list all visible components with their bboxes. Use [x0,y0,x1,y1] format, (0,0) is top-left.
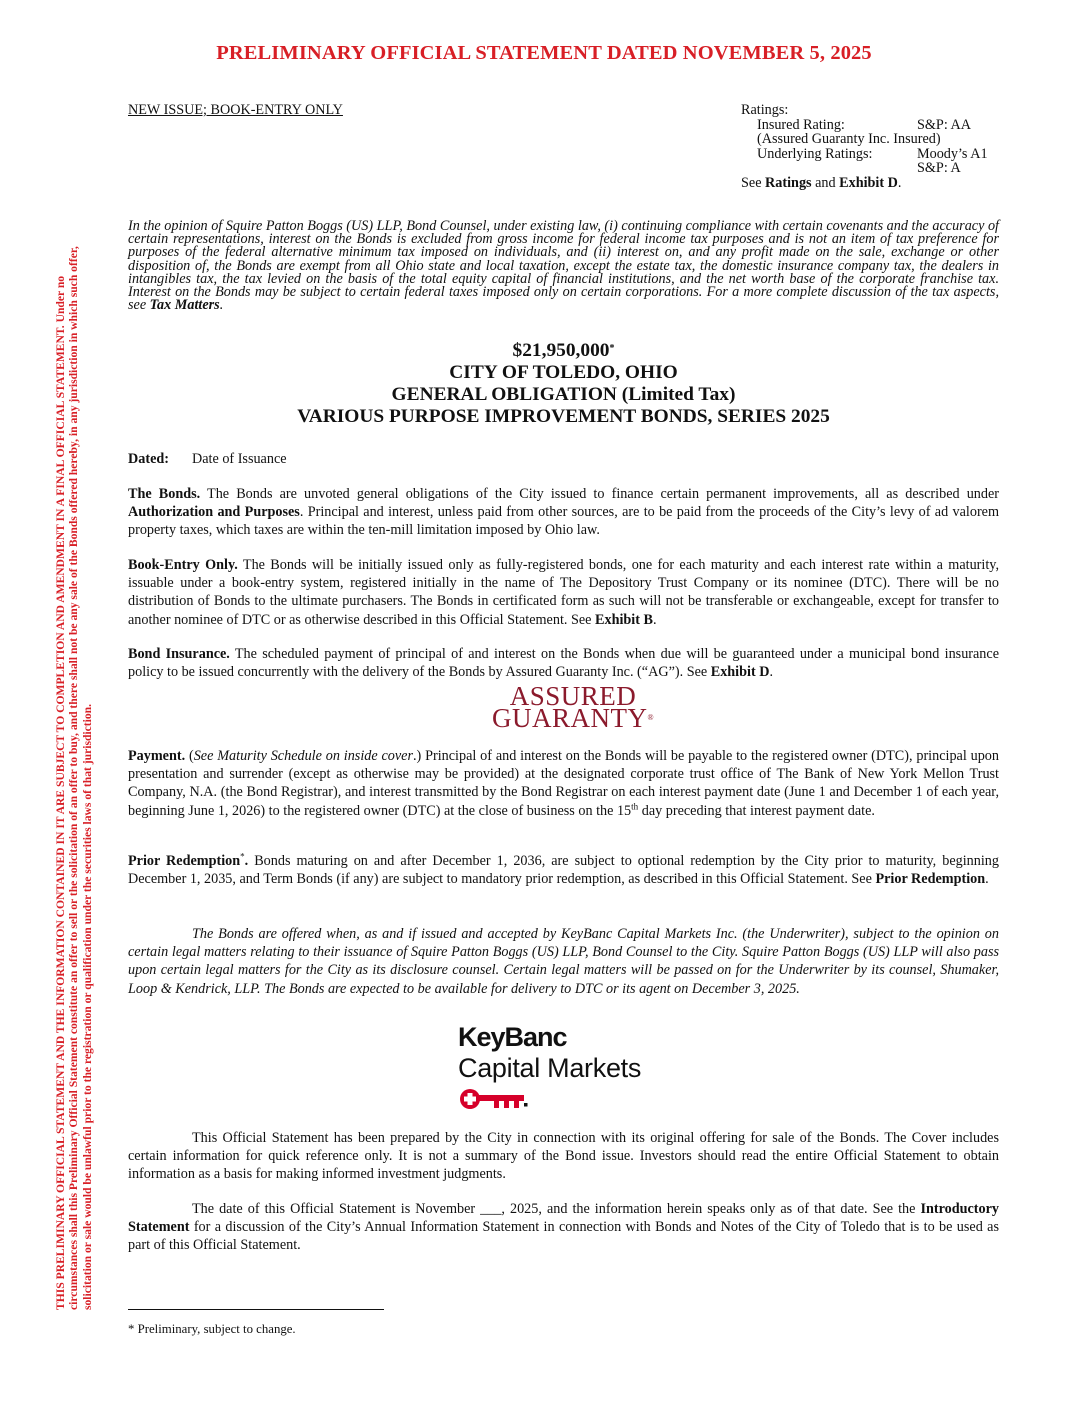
assured-logo-line-2: GUARANTY [491,703,648,733]
ratings-ref: Ratings [765,174,812,191]
ratings-heading: Ratings: [741,102,789,118]
payment-ordinal: th [631,800,639,811]
the-bonds-heading: The Bonds. [128,486,201,502]
footnote-divider [128,1309,384,1310]
ratings-see-end: . [897,174,902,191]
statement-date-text-1: The date of this Official Statement is November ___, 2025, and the information herein speaks only as of that date. See the [192,1201,921,1217]
official-statement-paragraph: This Official Statement has been prepared by the City in connection with its original offering for sale of the Bonds. The Cover includes certain information for quick reference only. It is not a summary of the Bond issue. Investors should read the entire Official Statement to obtain information as a basis for making informed investment judgments. [128,1130,999,1183]
tax-matters-ref: Tax Matters [149,297,220,314]
book-entry-end: . [652,611,657,628]
bond-title [128,340,999,428]
offering-paragraph: The Bonds are offered when, as and if issued and accepted by KeyBanc Capital Markets Inc. (the Underwriter), subject to the opinion on certain legal matters relating to their issuance of Squire Patton Boggs (US) LLP, Bond Counsel to the City. Squire Patton Boggs (US) LLP will also pass upon certain legal matters for the City as its disclosure counsel. Certain legal matters will be passed on for the Underwriter by its counsel, Shumaker, Loop & Kendrick, LLP. The Bonds are expected to be available for delivery to DTC or its agent on December 3, 2025. [128,926,999,997]
footnote: * Preliminary, subject to change. [128,1322,296,1336]
side-legal-notice [54,95,94,1310]
keybanc-logo-line-1: KeyBanc [458,1022,567,1052]
bond-insurance-paragraph [128,645,999,681]
the-bonds-paragraph [128,485,999,540]
insured-rating-value: S&P: AA [917,116,972,133]
side-notice-line-1: THIS PRELIMINARY OFFICIAL STATEMENT AND THE INFORMATION CONTAINED IN IT ARE SUBJECT TO COMPLETION AND AMENDMENT IN A FINAL OFFICIAL STATEMENT. Under no [54,275,67,1310]
dated-value: Date of Issuance [192,451,287,467]
book-entry-heading: Book-Entry Only. [128,557,238,573]
ratings-see-and: and [811,174,840,191]
prior-redemption-end: . [985,871,989,888]
statement-date-text-2: for a discussion of the City’s Annual Information Statement in connection with Bonds and Notes of the City of Toledo that is to be used as part of this Official Statement. [128,1219,999,1254]
insurer-note: (Assured Guaranty Inc. Insured) [757,131,941,148]
underlying-rating-sp: S&P: A [917,160,961,177]
prior-redemption-ref: Prior Redemption [875,871,986,888]
underlying-rating-row [741,145,988,162]
bond-insurance-end: . [769,664,774,681]
dated-line [128,450,999,468]
introductory-statement-ref: Introductory Statement [128,1201,999,1236]
series-type: GENERAL OBLIGATION (Limited Tax) [391,384,736,405]
ratings-exhibit-ref: Exhibit D [839,174,898,191]
prior-redemption-paragraph [128,852,999,888]
underlying-rating-row-2 [741,160,961,177]
payment-heading: Payment. [128,748,186,764]
bond-insurance-heading: Bond Insurance. [128,646,230,662]
side-notice-line-3: solicitation or sale would be unlawful prior to the registration or qualification under the securities laws of that jurisdiction. [80,704,94,1310]
authorization-ref: Authorization and Purposes [128,504,300,521]
tax-opinion [128,220,999,312]
payment-text-1: Principal of and interest on the Bonds will be payable to the registered owner (DTC), principal upon presentation and surrender (except as otherwise may be provided) at the designated corporate trust office of The Bank of New York Mellon Trust Company, N.A. (the Bond Registrar), and interest transmitted by the Bond Registrar on each interest payment date (June 1 and December 1 of each year, beginning June 1, 2026) to the registered owner (DTC) at the close of business on the 15 [128,748,999,819]
payment-paren-close: .) [413,748,422,764]
underlying-rating-label: Underlying Ratings: [757,145,873,162]
ratings-see-prefix: See [741,174,766,191]
assured-logo-mark: ® [647,713,655,722]
exhibit-b-ref: Exhibit B [595,611,653,628]
dated-label: Dated: [128,451,169,467]
side-notice-line-2: circumstances shall this Preliminary Official Statement constitute an offer to sell or the solicitation of an offer to buy, and there shall not be any sale of the Bonds offered hereby, in any jurisdiction in which such offer, [67,246,81,1310]
statement-date-paragraph [128,1200,999,1255]
book-entry-text: The Bonds will be initially issued only as fully-registered bonds, one for each maturity and each interest rate within a maturity, issuable under a book-entry system, registered initially in the name of The Depository Trust Company or its nominee (DTC). There will be no distribution of Bonds to the ultimate purchasers. The Bonds in certificated form as such will not be transferable or exchangeable, except for transfer to another nominee of DTC or as otherwise described in this Official Statement. See [128,557,999,628]
the-bonds-text-1: The Bonds are unvoted general obligations of the City issued to finance certain permanent improvements, all as described under [200,486,1000,502]
payment-paragraph [128,747,999,820]
bond-insurance-text: The scheduled payment of principal of and interest on the Bonds when due will be guaranteed under a municipal bond insurance policy to be issued concurrently with the delivery of the Bonds by Assured Guaranty Inc. (“AG”). See [128,646,999,681]
ratings-block [741,102,988,191]
the-bonds-text-2: . Principal and interest, unless paid from other sources, are to be paid from the proceeds of the City’s levy of ad valorem property taxes, which taxes are within the ten-mill limitation imposed by Ohio law. [128,504,999,539]
assured-logo-line-2-wrap [488,703,658,733]
bond-amount-mark: * [609,343,615,354]
prior-redemption-heading: Prior Redemption [128,853,241,869]
preliminary-banner: PRELIMINARY OFFICIAL STATEMENT DATED NOVEMBER 5, 2025 [216,42,872,64]
series-name: VARIOUS PURPOSE IMPROVEMENT BONDS, SERIES 2025 [297,406,830,427]
issue-type: NEW ISSUE; BOOK-ENTRY ONLY [128,102,343,118]
underlying-rating-moodys: Moody’s A1 [917,145,988,162]
bond-amount-line [128,340,999,362]
assured-logo-line-1: ASSURED [509,681,637,711]
prior-redemption-text: Bonds maturing on and after December 1, 2036, are subject to optional redemption by the City prior to maturity, beginning December 1, 2035, and Term Bonds (if any) are subject to mandatory prior redemption, as described in this Official Statement. See [128,853,999,888]
insured-rating-label: Insured Rating: [757,116,845,133]
keybanc-logo-line-2: Capital Markets [458,1053,642,1083]
maturity-schedule-ref: See Maturity Schedule on inside cover [193,748,413,764]
insured-rating-row [741,116,972,133]
assured-guaranty-logo [488,681,658,733]
prior-redemption-dot: . [244,853,249,869]
key-icon [458,1088,530,1112]
payment-text-2: day preceding that interest payment date. [638,802,875,819]
keybanc-logo [458,1022,641,1112]
prior-redemption-mark: * [240,851,245,862]
issuer-name: CITY OF TOLEDO, OHIO [449,362,678,383]
ratings-see-line [741,176,941,191]
tax-opinion-text: In the opinion of Squire Patton Boggs (US) LLP, Bond Counsel, under existing law, (i) continuing compliance with certain covenants and the accuracy of certain representations, interest on the Bonds is excluded from gross income for federal income tax purposes and is not an item of tax preference for purposes of the federal alternative minimum tax imposed on individuals, and (ii) interest on, and any profit made on the sale, exchange or other disposition of, the Bonds are exempt from all Ohio state and local taxation, except the estate tax, the domestic insurance company tax, the dealers in intangibles tax, the tax levied on the basis of the total equity capital of financial institutions, and the net worth base of the corporate franchise tax. Interest on the Bonds may be subject to certain federal taxes imposed only on certain corporations. For a more complete discussion of the tax aspects, see [128,218,999,314]
book-entry-paragraph [128,556,999,629]
exhibit-d-ref: Exhibit D [710,664,770,681]
payment-paren-open: ( [185,748,194,764]
tax-opinion-end: . [219,297,224,314]
bond-amount: $21,950,000 [512,340,610,361]
